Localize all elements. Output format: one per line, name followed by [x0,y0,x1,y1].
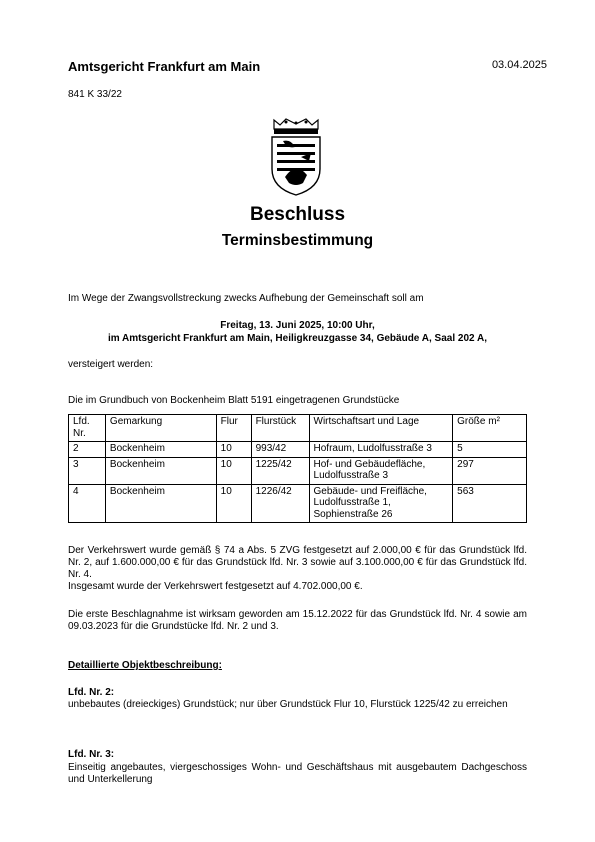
detail-label: Lfd. Nr. 3: [68,749,115,760]
table-cell: 10 [216,457,251,484]
table-row [69,484,527,523]
table-cell: Bockenheim [105,457,216,484]
table-cell: 5 [453,442,527,458]
detail-text: Einseitig angebautes, viergeschossiges Wohn- und Geschäftshaus mit ausgebautem Dachgeschoss und Unterkellerung [68,762,527,785]
auction-text: versteigert werden: [68,359,154,370]
document-title: Beschluss [249,204,346,225]
table-cell: 4 [69,484,106,523]
table-cell: Hofraum, Ludolfusstraße 3 [309,442,453,458]
seizure-text: Die erste Beschlagnahme ist wirksam geworden am 15.12.2022 für das Grundstück lfd. Nr. 4 sowie am 09.03.2023 für die Grundstücke lfd. Nr. 2 und 3. [68,609,527,632]
table-cell: 2 [69,442,106,458]
table-cell: 297 [453,457,527,484]
column-header: Lfd. Nr. [69,415,106,442]
column-header: Flurstück [251,415,309,442]
table-row [69,442,527,458]
court-name: Amtsgericht Frankfurt am Main [68,59,261,74]
document-date: 03.04.2025 [491,59,547,71]
column-header: Gemarkung [105,415,216,442]
appointment-date: Freitag, 13. Juni 2025, 10:00 Uhr, [220,320,375,331]
detail-label: Lfd. Nr. 2: [68,687,115,698]
market-value-total: Insgesamt wurde der Verkehrswert festgesetzt auf 4.702.000,00 €. [68,581,363,592]
table-cell: Gebäude- und Freifläche, Ludolfusstraße 1, Sophienstraße 26 [309,484,453,523]
appointment-location: im Amtsgericht Frankfurt am Main, Heiligkreuzgasse 34, Gebäude A, Saal 202 A, [107,333,487,344]
market-value-text: Der Verkehrswert wurde gemäß § 74 a Abs. 5 ZVG festgesetzt auf 2.000,00 € für das Grundstück lfd. Nr. 2, auf 1.600.000,00 € für das Grundstück lfd. Nr. 3 sowie auf 3.100.000,00 € für das Grundstück lfd. Nr. 4. [68,545,527,580]
table-cell: 1225/42 [251,457,309,484]
table-cell: Hof- und Gebäudefläche, Ludolfusstraße 3 [309,457,453,484]
document-subtitle: Terminsbestimmung [221,232,374,249]
column-header: Flur [216,415,251,442]
table-cell: Bockenheim [105,442,216,458]
hessen-coat-of-arms-icon [265,117,327,197]
table-cell: 10 [216,442,251,458]
table-cell: 1226/42 [251,484,309,523]
table-row [69,457,527,484]
table-cell: 993/42 [251,442,309,458]
properties-table [68,414,527,523]
table-cell: 3 [69,457,106,484]
table-cell: Bockenheim [105,484,216,523]
properties-intro: Die im Grundbuch von Bockenheim Blatt 5191 eingetragenen Grundstücke [68,395,400,406]
case-number: 841 K 33/22 [68,89,122,100]
column-header: Wirtschaftsart und Lage [309,415,453,442]
details-heading: Detaillierte Objektbeschreibung: [68,660,222,671]
table-cell: 10 [216,484,251,523]
intro-text: Im Wege der Zwangsvollstreckung zwecks Aufhebung der Gemeinschaft soll am [68,293,424,304]
column-header: Größe m² [453,415,527,442]
detail-text: unbebautes (dreieckiges) Grundstück; nur über Grundstück Flur 10, Flurstück 1225/42 zu erreichen [68,699,508,710]
table-cell: 563 [453,484,527,523]
table-header-row [69,415,527,442]
market-value-section [68,545,527,593]
